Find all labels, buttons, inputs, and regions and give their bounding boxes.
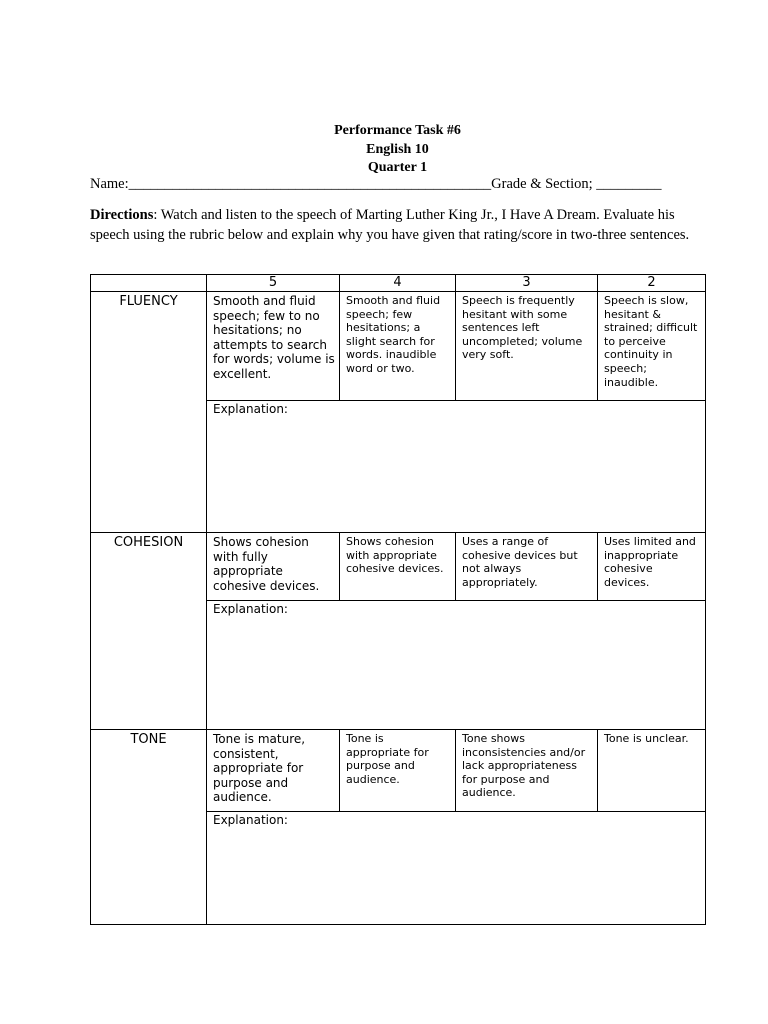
- score-header-row: [91, 275, 706, 292]
- cohesion-descriptor-row: [91, 533, 706, 601]
- fluency-descriptor-5: Smooth and fluid speech; few to no hesitations; no attempts to search for words; volume is excellent.: [207, 292, 340, 401]
- name-grade-section-line: Name:__________________________________________________Grade & Section; _________: [90, 176, 662, 192]
- directions-text: : Watch and listen to the speech of Marting Luther King Jr., I Have A Dream. Evaluate his speech using the rubric below and explain why you have given that rating/score in two-three sentences.: [90, 207, 690, 243]
- cohesion-explanation-field[interactable]: Explanation:: [207, 601, 706, 730]
- score-header-5: 5: [207, 275, 340, 292]
- header-blank-cell: [91, 275, 207, 292]
- subject-label: English 10: [366, 141, 429, 157]
- cohesion-descriptor-3: Uses a range of cohesive devices but not always appropriately.: [456, 533, 598, 601]
- score-header-4: 4: [340, 275, 456, 292]
- rubric-table: [90, 274, 706, 925]
- tone-descriptor-4: Tone is appropriate for purpose and audience.: [340, 730, 456, 812]
- fluency-descriptor-2: Speech is slow, hesitant & strained; difficult to perceive continuity in speech; inaudible.: [598, 292, 706, 401]
- quarter-label: Quarter 1: [367, 160, 428, 175]
- tone-descriptor-3: Tone shows inconsistencies and/or lack appropriateness for purpose and audience.: [456, 730, 598, 812]
- cohesion-descriptor-4: Shows cohesion with appropriate cohesive devices.: [340, 533, 456, 601]
- document-title: Performance Task #6: [334, 123, 461, 138]
- criterion-cohesion: COHESION: [91, 533, 207, 730]
- score-header-3: 3: [456, 275, 598, 292]
- tone-descriptor-5: Tone is mature, consistent, appropriate for purpose and audience.: [207, 730, 340, 812]
- criterion-tone: TONE: [91, 730, 207, 925]
- tone-descriptor-2: Tone is unclear.: [598, 730, 706, 812]
- cohesion-descriptor-2: Uses limited and inappropriate cohesive devices.: [598, 533, 706, 601]
- directions-paragraph: [90, 206, 696, 245]
- fluency-descriptor-row: [91, 292, 706, 401]
- document-header: [0, 122, 768, 178]
- score-header-2: 2: [598, 275, 706, 292]
- tone-explanation-field[interactable]: Explanation:: [207, 812, 706, 925]
- cohesion-descriptor-5: Shows cohesion with fully appropriate cohesive devices.: [207, 533, 340, 601]
- criterion-fluency: FLUENCY: [91, 292, 207, 533]
- directions-label: Directions: [90, 207, 154, 223]
- fluency-descriptor-3: Speech is frequently hesitant with some sentences left uncompleted; volume very soft.: [456, 292, 598, 401]
- fluency-explanation-field[interactable]: Explanation:: [207, 401, 706, 533]
- fluency-descriptor-4: Smooth and fluid speech; few hesitations; a slight search for words. inaudible word or two.: [340, 292, 456, 401]
- tone-descriptor-row: [91, 730, 706, 812]
